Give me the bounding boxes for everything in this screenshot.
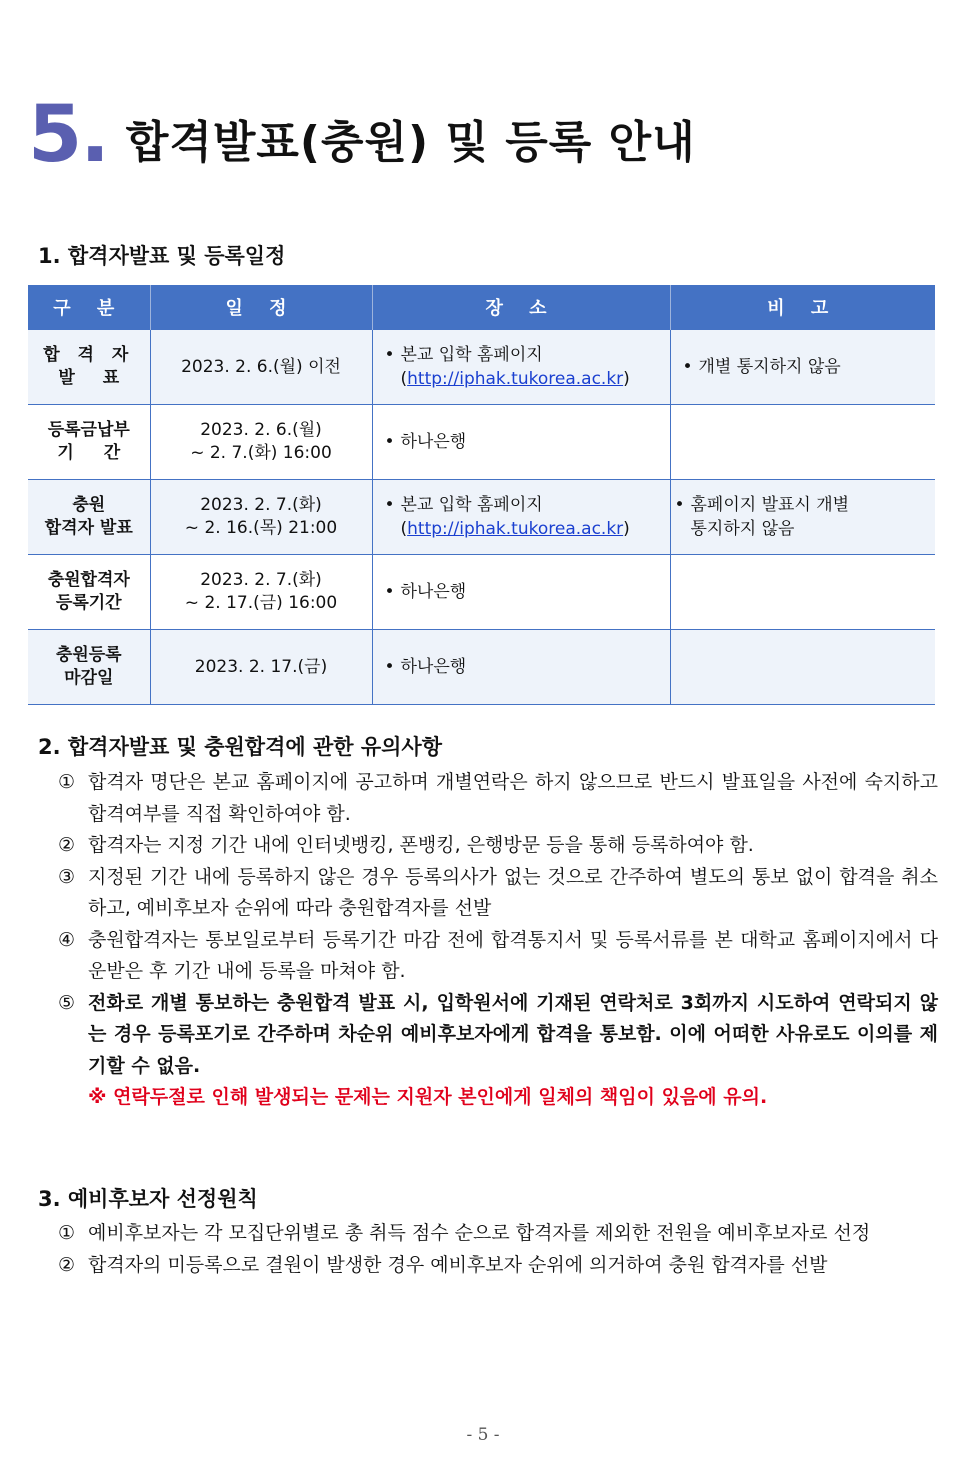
date-cell: 2023. 2. 6.(월) ~ 2. 7.(화) 16:00	[150, 405, 372, 480]
bullet-icon: •	[682, 357, 693, 377]
place-cell: • 본교 입학 홈페이지 (http://iphak.tukorea.ac.kr)	[372, 480, 670, 555]
chapter-number: 5.	[28, 90, 108, 180]
place-cell: • 본교 입학 홈페이지 (http://iphak.tukorea.ac.kr)	[372, 330, 670, 405]
date-cell: 2023. 2. 6.(월) 이전	[150, 330, 372, 405]
place-cell: • 하나은행	[372, 630, 670, 705]
list-item: ① 예비후보자는 각 모집단위별로 총 취득 점수 순으로 합격자를 제외한 전원을 예비후보자로 선정	[58, 1222, 871, 1244]
list-item: ⑤ 전화로 개별 통보하는 충원합격 발표 시, 입학원서에 기재된 연락처로 3회까지 시도하여 연락되지 않는 경우 등록포기로 간주하며 차순위 예비후보자에게 합격을 통보함. 이에 어떠한 사유로도 이의를 제기할 수 없음.	[58, 991, 938, 1077]
category-cell: 합 격 자 발 표	[28, 330, 150, 405]
bullet-icon: •	[384, 657, 395, 677]
table-row	[28, 480, 935, 555]
date-cell: 2023. 2. 7.(화) ~ 2. 17.(금) 16:00	[150, 555, 372, 630]
table-header-row	[28, 285, 935, 330]
bullet-icon: •	[384, 495, 395, 515]
category-cell: 충원합격자 등록기간	[28, 555, 150, 630]
schedule-table	[28, 285, 935, 705]
chapter-title: 합격발표(충원) 및 등록 안내	[125, 117, 696, 168]
place-cell: • 하나은행	[372, 405, 670, 480]
warning-note: ※ 연락두절로 인해 발생되는 문제는 지원자 본인에게 일체의 책임이 있음에 유의.	[88, 1086, 768, 1108]
section2-notes	[58, 767, 938, 1114]
table-row	[28, 555, 935, 630]
bullet-icon: •	[384, 345, 395, 365]
column-header: 일 정	[150, 285, 372, 330]
list-item: ② 합격자는 지정 기간 내에 인터넷뱅킹, 폰뱅킹, 은행방문 등을 통해 등록하여야 함.	[58, 834, 754, 856]
note-cell: • 개별 통지하지 않음	[670, 330, 935, 405]
admission-homepage-link[interactable]: http://iphak.tukorea.ac.kr	[407, 369, 624, 389]
note-cell	[670, 405, 935, 480]
category-cell: 충원 합격자 발표	[28, 480, 150, 555]
bullet-icon: •	[384, 582, 395, 602]
bullet-icon: •	[674, 495, 685, 515]
list-item: ① 합격자 명단은 본교 홈페이지에 공고하며 개별연락은 하지 않으므로 반드시 발표일을 사전에 숙지하고 합격여부를 직접 확인하여야 함.	[58, 771, 938, 825]
list-item: ③ 지정된 기간 내에 등록하지 않은 경우 등록의사가 없는 것으로 간주하여 별도의 통보 없이 합격을 취소하고, 예비후보자 순위에 따라 충원합격자를 선발	[58, 865, 938, 919]
place-cell: • 하나은행	[372, 555, 670, 630]
table-row	[28, 630, 935, 705]
column-header: 장 소	[372, 285, 670, 330]
section2-heading: 2. 합격자발표 및 충원합격에 관한 유의사항	[38, 735, 443, 759]
note-cell: • 홈페이지 발표시 개별 통지하지 않음	[670, 480, 935, 555]
list-item: ④ 충원합격자는 통보일로부터 등록기간 마감 전에 합격통지서 및 등록서류를 본 대학교 홈페이지에서 다운받은 후 기간 내에 등록을 마쳐야 함.	[58, 928, 938, 982]
bullet-icon: •	[384, 432, 395, 452]
category-cell: 등록금납부 기 간	[28, 405, 150, 480]
category-cell: 충원등록 마감일	[28, 630, 150, 705]
page-number: - 5 -	[466, 1425, 500, 1445]
table-row	[28, 405, 935, 480]
list-item: ② 합격자의 미등록으로 결원이 발생한 경우 예비후보자 순위에 의거하여 충원 합격자를 선발	[58, 1253, 828, 1276]
note-cell	[670, 555, 935, 630]
column-header: 구 분	[28, 285, 150, 330]
section1-heading: 1. 합격자발표 및 등록일정	[38, 244, 286, 268]
section3-notes	[58, 1218, 938, 1281]
admission-homepage-link[interactable]: http://iphak.tukorea.ac.kr	[407, 519, 624, 539]
section3-heading: 3. 예비후보자 선정원칙	[38, 1187, 258, 1211]
note-cell	[670, 630, 935, 705]
date-cell: 2023. 2. 17.(금)	[150, 630, 372, 705]
table-row	[28, 330, 935, 405]
date-cell: 2023. 2. 7.(화) ~ 2. 16.(목) 21:00	[150, 480, 372, 555]
column-header: 비 고	[670, 285, 935, 330]
chapter-heading	[28, 90, 696, 180]
